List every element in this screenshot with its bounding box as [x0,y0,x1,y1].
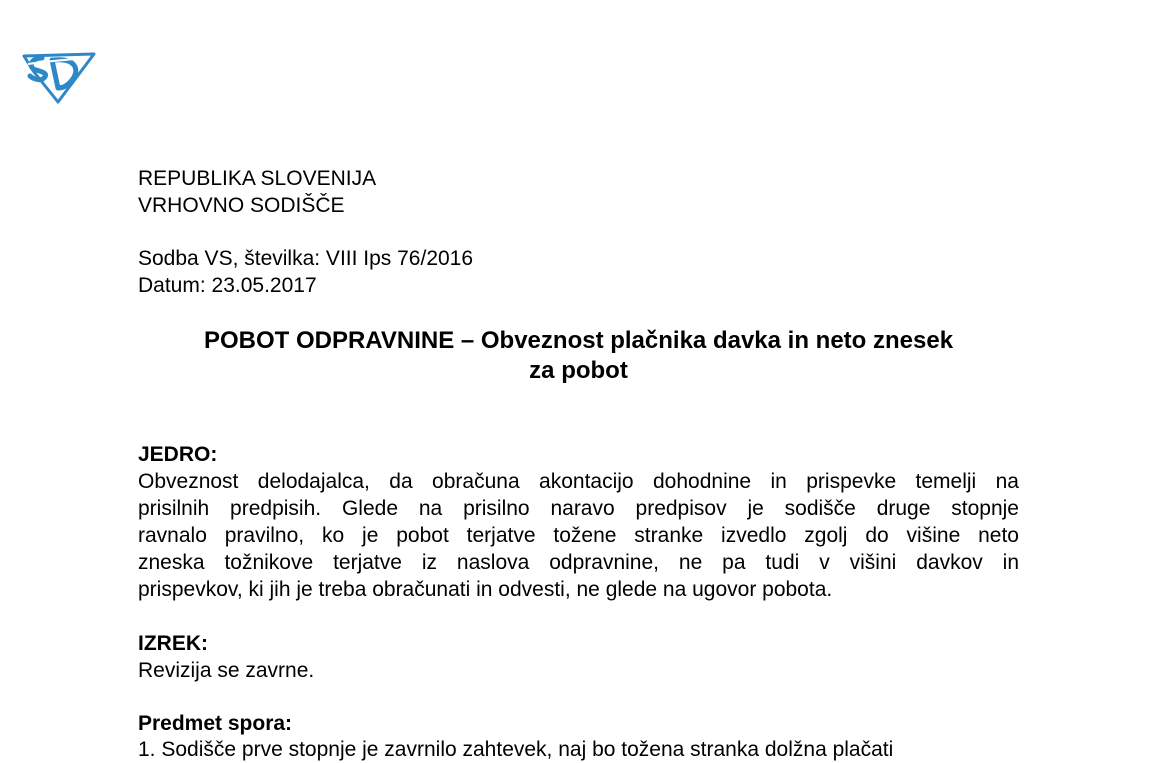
section-predmet [138,710,1019,737]
jedro-heading: JEDRO: [138,443,218,466]
section-izrek [138,630,1019,684]
jedro-text [138,468,1019,603]
izrek-text: Revizija se zavrne. [138,659,315,682]
court-logo [22,48,96,104]
jedro-line: ravnalo pravilno, ko je pobot terjatve tožene stranke izvedlo zgolj do višine neto [138,524,1019,547]
section-jedro [138,441,1019,603]
jedro-line: prisilnih predpisih. Glede na prisilno naravo predpisov je sodišče druge stopnje [138,497,1019,520]
country-name: REPUBLIKA SLOVENIJA [138,167,377,190]
jedro-line: zneska tožnikove terjatve iz naslova odpravnine, ne pa tudi v višini davkov in [138,551,1019,574]
izrek-heading: IZREK: [138,632,208,655]
document-title [138,326,1019,386]
case-number: Sodba VS, številka: VIII Ips 76/2016 [138,247,474,270]
predmet-text-cut: 1. Sodišče prve stopnje je zavrnilo zahtevek, naj bo tožena stranka dolžna plačati [138,738,894,761]
jedro-line: prispevkov, ki jih je treba obračunati in odvesti, ne glede na ugovor pobota. [138,578,833,601]
document-header [138,165,1019,299]
court-name: VRHOVNO SODIŠČE [138,194,345,217]
title-line-2: za pobot [529,357,628,384]
jedro-line: Obveznost delodajalca, da obračuna akontacijo dohodnine in prispevke temelji na [138,470,1019,493]
decision-date: Datum: 23.05.2017 [138,274,317,297]
title-line-1: POBOT ODPRAVNINE – Obveznost plačnika davka in neto znesek [203,327,954,354]
predmet-heading: Predmet spora: [138,712,293,735]
